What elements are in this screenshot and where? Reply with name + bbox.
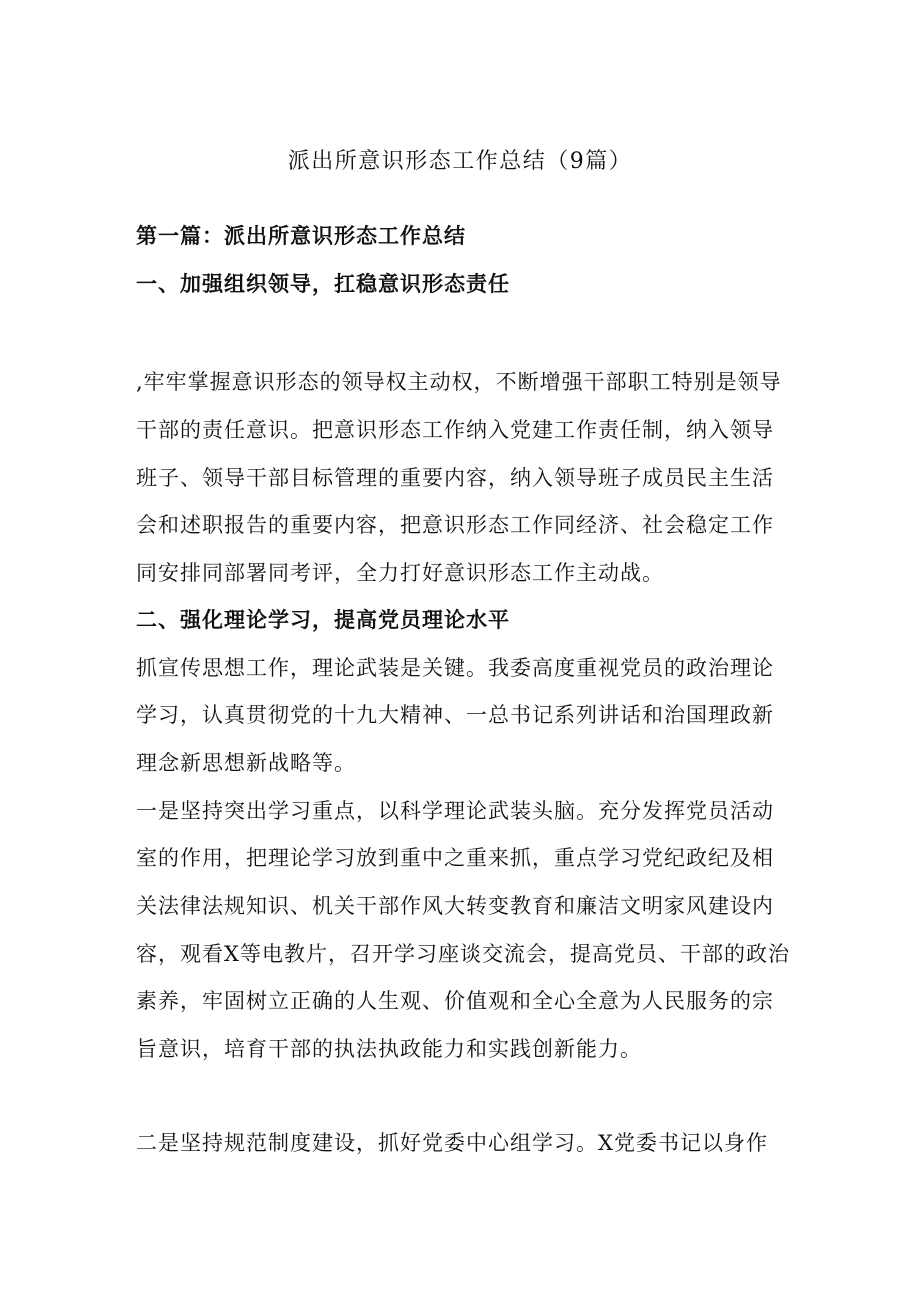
paragraph-line: 一是坚持突出学习重点，以科学理论武装头脑。充分发挥党员活动 [136, 799, 774, 823]
paragraph-line: 关法律法规知识、机关干部作风大转变教育和廉洁文明家风建设内 [136, 894, 774, 918]
paragraph-line: 旨意识，培育干部的执法执政能力和实践创新能力。 [136, 1037, 642, 1061]
paragraph-line: ,牢牢掌握意识形态的领导权主动权，不断增强干部职工特别是领导 [136, 370, 782, 394]
paragraph-line: 素养，牢固树立正确的人生观、价值观和全心全意为人民服务的宗 [136, 989, 774, 1013]
paragraph-line: 二是坚持规范制度建设，抓好党委中心组学习。X党委书记以身作 [136, 1131, 768, 1155]
paragraph-line: 室的作用，把理论学习放到重中之重来抓，重点学习党纪政纪及相 [136, 846, 774, 870]
chapter-heading: 第一篇：派出所意识形态工作总结 [136, 223, 466, 248]
paragraph-line: 抓宣传思想工作，理论武装是关键。我委高度重视党员的政治理论 [136, 656, 774, 680]
paragraph-line: 学习，认真贯彻党的十九大精神、一总书记系列讲话和治国理政新 [136, 703, 774, 727]
paragraph-line: 容，观看X等电教片，召开学习座谈交流会，提高党员、干部的政治 [136, 942, 790, 966]
paragraph-line: 干部的责任意识。把意识形态工作纳入党建工作责任制，纳入领导 [136, 418, 774, 442]
paragraph-line: 理念新思想新战略等。 [136, 751, 356, 775]
section-heading-2: 二、强化理论学习，提高党员理论水平 [136, 607, 510, 632]
paragraph-line: 班子、领导干部目标管理的重要内容，纳入领导班子成员民主生活 [136, 466, 774, 490]
section-heading-1: 一、加强组织领导，扛稳意识形态责任 [136, 271, 510, 296]
paragraph-line: 会和述职报告的重要内容，把意识形态工作同经济、社会稳定工作 [136, 513, 774, 537]
paragraph-line: 同安排同部署同考评，全力打好意识形态工作主动战。 [136, 561, 664, 585]
document-title: 派出所意识形态工作总结（9篇） [287, 149, 633, 174]
